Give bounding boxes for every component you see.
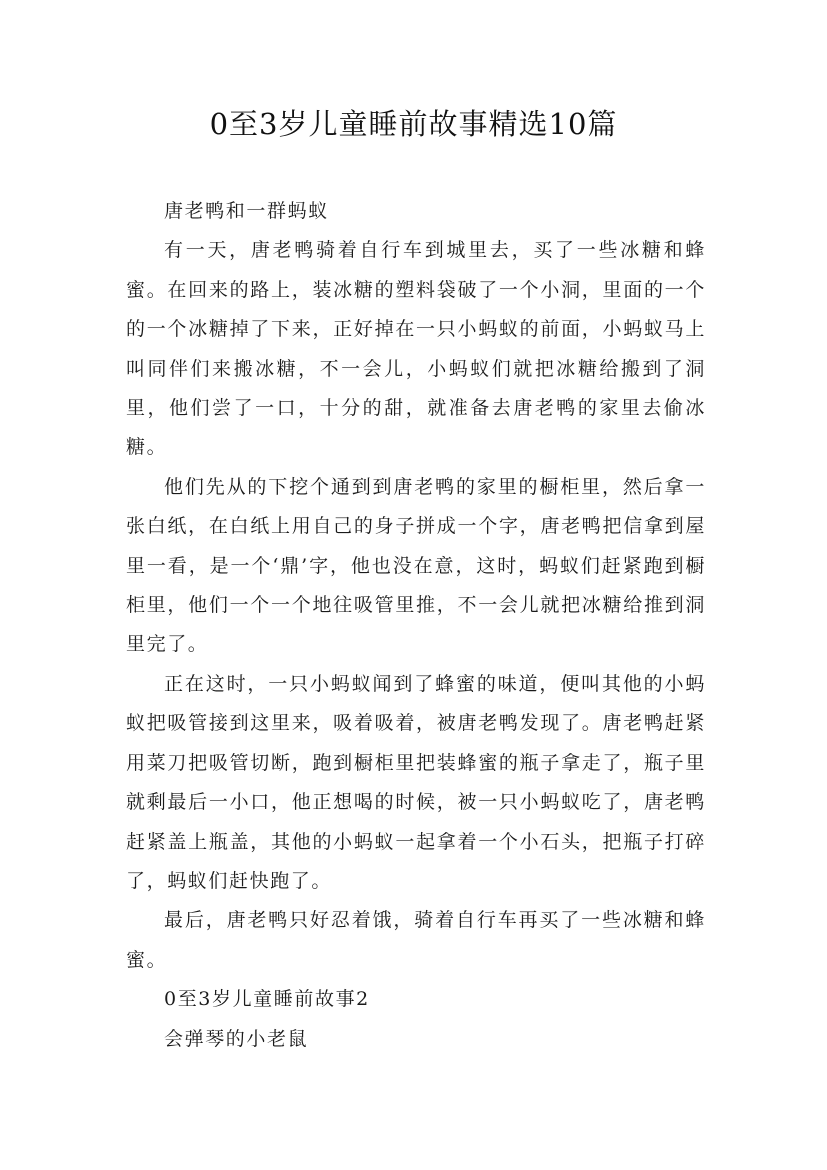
- paragraph: 有一天，唐老鸭骑着自行车到城里去，买了一些冰糖和蜂蜜。在回来的路上，装冰糖的塑料袋破了一个小洞，里面的一个的一个冰糖掉了下来，正好掉在一只小蚂蚁的前面，小蚂蚁马上叫同伴们来搬冰糖，不一会儿，小蚂蚁们就把冰糖给搬到了洞里，他们尝了一口，十分的甜，就准备去唐老鸭的家里去偷冰糖。: [126, 239, 706, 459]
- story-heading: 会弹琴的小老鼠: [164, 1027, 309, 1050]
- paragraph: 正在这时，一只小蚂蚁闻到了蜂蜜的味道，便叫其他的小蚂蚁把吸管接到这里来，吸着吸着，被唐老鸭发现了。唐老鸭赶紧用菜刀把吸管切断，跑到橱柜里把装蜂蜜的瓶子拿走了，瓶子里就剩最后一小口，他正想喝的时候，被一只小蚂蚁吃了，唐老鸭赶紧盖上瓶盖，其他的小蚂蚁一起拿着一个小石头，把瓶子打碎了，蚂蚁们赶快跑了。: [126, 672, 706, 892]
- section-heading: 0至3岁儿童睡前故事2: [164, 988, 370, 1011]
- document-title: 0至3岁儿童睡前故事精选10篇: [209, 107, 618, 141]
- paragraph: 最后，唐老鸭只好忍着饿，骑着自行车再买了一些冰糖和蜂蜜。: [126, 909, 706, 971]
- paragraph: 他们先从的下挖个通到到唐老鸭的家里的橱柜里，然后拿一张白纸，在白纸上用自己的身子拼成一个字，唐老鸭把信拿到屋里一看，是一个‘鼎’字，他也没在意，这时，蚂蚁们赶紧跑到橱柜里，他们一个一个地往吸管里推，不一会儿就把冰糖给推到洞里完了。: [126, 475, 706, 656]
- document-body: [126, 192, 706, 1059]
- story-heading: 唐老鸭和一群蚂蚁: [164, 200, 329, 222]
